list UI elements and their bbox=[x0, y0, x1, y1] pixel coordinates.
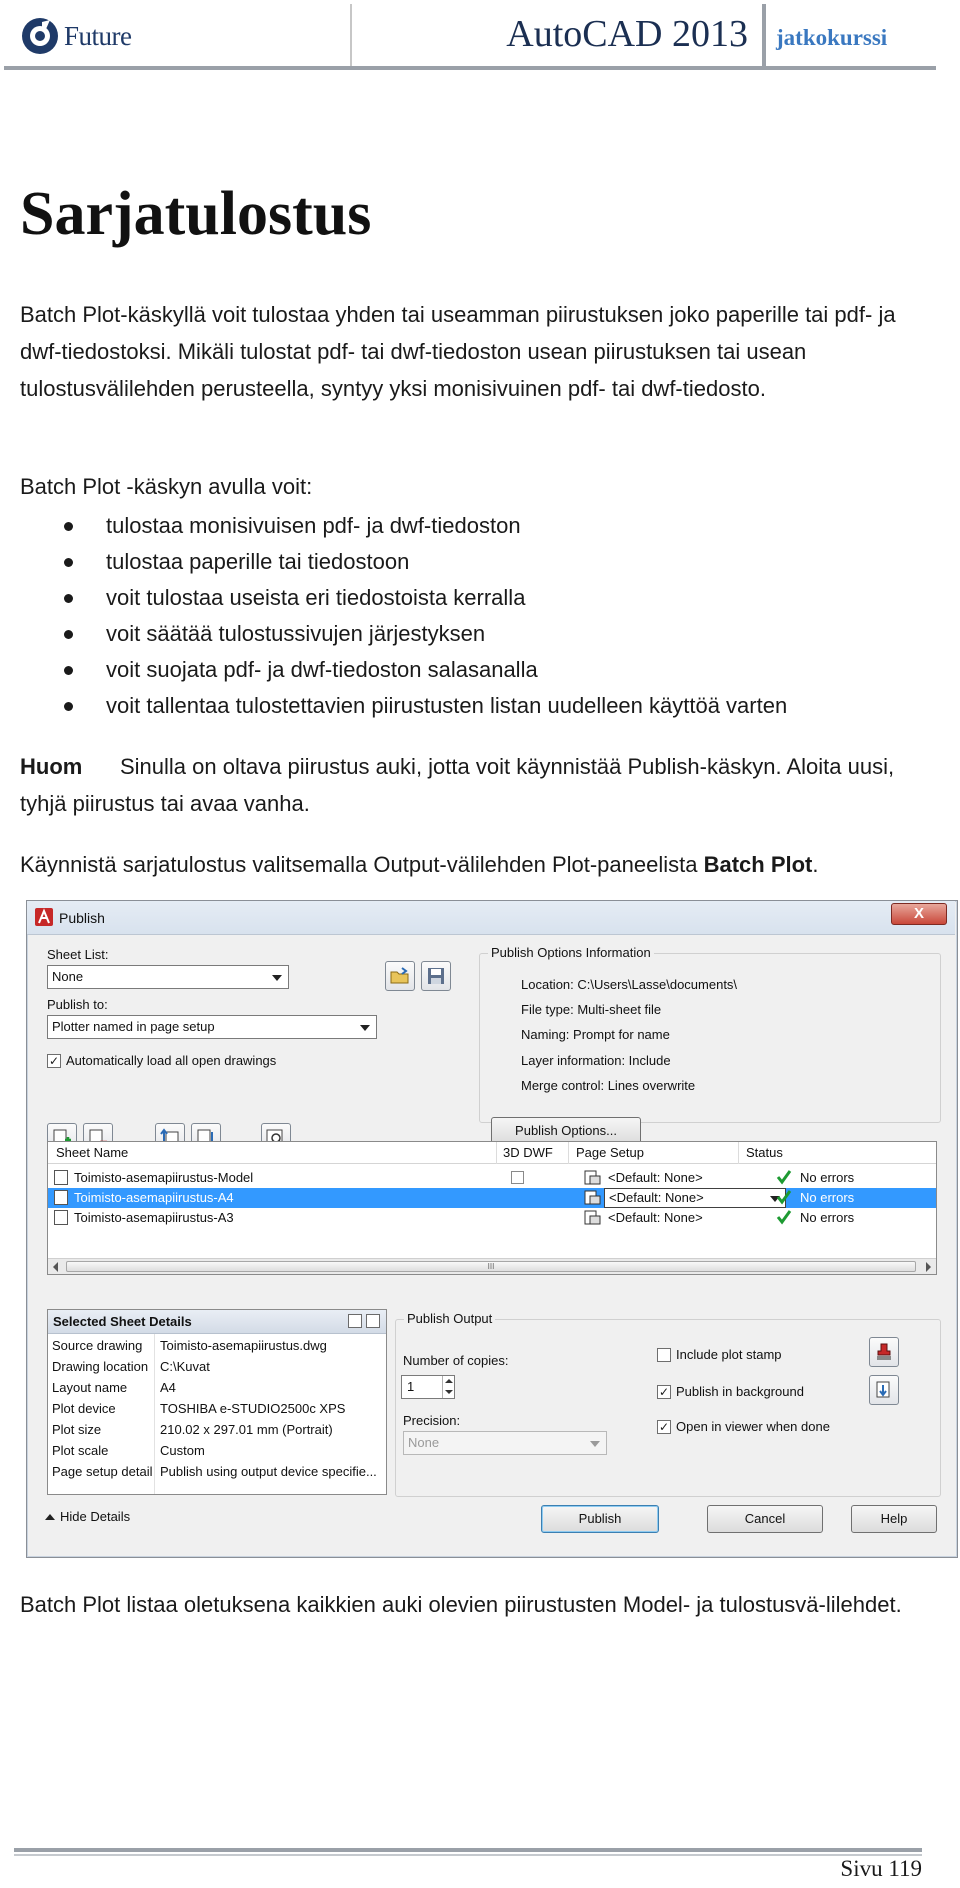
detail-row bbox=[48, 1441, 386, 1462]
sheet-list-value: None bbox=[52, 969, 84, 984]
sheet-name: Toimisto-asemapiirustus-A3 bbox=[74, 1210, 234, 1225]
option-merge-control: Merge control: Lines overwrite bbox=[521, 1078, 696, 1093]
page-setup-select[interactable] bbox=[604, 1188, 786, 1208]
page-setup-value: <Default: None> bbox=[608, 1170, 703, 1185]
table-header bbox=[48, 1142, 936, 1164]
chevron-down-icon bbox=[360, 1025, 370, 1031]
list-intro: Batch Plot -käskyn avulla voit: bbox=[20, 474, 313, 499]
dialog-titlebar[interactable] bbox=[27, 901, 955, 935]
checkmark-icon bbox=[776, 1189, 792, 1205]
sheet-name: Toimisto-asemapiirustus-A4 bbox=[74, 1190, 234, 1205]
status-value: No errors bbox=[800, 1210, 855, 1225]
detail-key: Plot size bbox=[52, 1422, 102, 1437]
save-icon bbox=[426, 966, 446, 986]
checkmark-icon: ✓ bbox=[48, 1053, 60, 1068]
table-row[interactable] bbox=[48, 1188, 936, 1208]
detail-key: Plot scale bbox=[52, 1443, 109, 1458]
chevron-down-icon bbox=[272, 975, 282, 981]
header-subtitle: jatkokurssi bbox=[776, 25, 888, 50]
detail-key: Layout name bbox=[52, 1380, 128, 1395]
instruction-text: Käynnistä sarjatulostus valitsemalla Output-välilehden Plot-paneelista bbox=[20, 852, 704, 877]
column-separator bbox=[496, 1142, 497, 1164]
detail-value: Custom bbox=[160, 1443, 205, 1458]
cancel-button[interactable]: Cancel bbox=[707, 1505, 823, 1533]
publish-background-settings-button[interactable] bbox=[869, 1375, 899, 1405]
precision-label: Precision: bbox=[403, 1413, 461, 1428]
list-item: voit tulostaa useista eri tiedostoista kerralla bbox=[64, 580, 787, 616]
header-divider bbox=[350, 4, 352, 66]
page-setup-icon bbox=[584, 1190, 601, 1205]
instruction-bold: Batch Plot bbox=[703, 852, 813, 877]
publish-output-group bbox=[395, 1311, 941, 1497]
detail-key: Drawing location bbox=[52, 1359, 149, 1374]
column-separator bbox=[568, 1142, 569, 1164]
page-header bbox=[0, 0, 940, 70]
closing-paragraph: Batch Plot listaa oletuksena kaikkien auki olevien piirustusten Model- ja tulostusvä-lilehdet. bbox=[20, 1592, 902, 1617]
hide-details-label: Hide Details bbox=[60, 1509, 131, 1524]
intro-paragraph: Batch Plot-käskyllä voit tulostaa yhden tai useamman piirustuksen joko paperille tai pdf- ja dwf-tiedostoksi. Mikäli tulostat pdf- tai dwf-tiedoston usean piirustuksen tai usean tulostusvälilehden perusteella, syntyy yksi monisivuinen pdf- tai dwf-tiedosto. bbox=[20, 302, 896, 401]
open-folder-icon bbox=[390, 966, 410, 986]
detail-row bbox=[48, 1420, 386, 1441]
footer-rule bbox=[14, 1848, 922, 1852]
publish-output-title: Publish Output bbox=[404, 1311, 495, 1326]
list-item: voit suojata pdf- ja dwf-tiedoston salasanalla bbox=[64, 652, 787, 688]
plot-stamp-checkbox[interactable] bbox=[657, 1347, 782, 1362]
publish-options-title: Publish Options Information bbox=[488, 945, 654, 960]
detail-row bbox=[48, 1378, 386, 1399]
page-setup-icon bbox=[584, 1210, 601, 1225]
load-sheet-list-button[interactable] bbox=[385, 961, 415, 991]
option-file-type: File type: Multi-sheet file bbox=[521, 1002, 662, 1017]
hide-details-toggle[interactable] bbox=[45, 1509, 130, 1524]
background-label: Publish in background bbox=[676, 1384, 804, 1399]
publish-options-button[interactable]: Publish Options... bbox=[491, 1117, 641, 1145]
autocad-icon bbox=[35, 908, 53, 926]
detail-value: C:\Kuvat bbox=[160, 1359, 210, 1374]
details-title: Selected Sheet Details bbox=[53, 1314, 192, 1329]
detail-row bbox=[48, 1336, 386, 1357]
column-separator bbox=[738, 1142, 739, 1164]
status-value: No errors bbox=[800, 1190, 855, 1205]
copy-details-icon[interactable] bbox=[348, 1314, 362, 1328]
feature-list bbox=[64, 508, 787, 724]
column-header[interactable]: Page Setup bbox=[576, 1145, 644, 1160]
viewer-label: Open in viewer when done bbox=[676, 1419, 830, 1434]
instruction-paragraph bbox=[20, 846, 930, 883]
checkmark-icon: ✓ bbox=[658, 1419, 670, 1434]
sheet-list-select[interactable] bbox=[47, 965, 289, 989]
checkmark-icon bbox=[776, 1209, 792, 1225]
publish-to-select[interactable] bbox=[47, 1015, 377, 1039]
list-item: tulostaa monisivuisen pdf- ja dwf-tiedoston bbox=[64, 508, 787, 544]
page-setup-value: <Default: None> bbox=[609, 1190, 704, 1205]
dialog-title: Publish bbox=[59, 910, 105, 926]
download-sheet-icon bbox=[874, 1380, 894, 1400]
sheet-icon bbox=[54, 1210, 68, 1225]
page-number: Sivu 119 bbox=[840, 1856, 922, 1881]
publish-dialog bbox=[26, 900, 958, 1558]
scroll-left-icon[interactable] bbox=[53, 1262, 58, 1272]
table-row[interactable] bbox=[48, 1208, 936, 1228]
sheet-list-label: Sheet List: bbox=[47, 947, 109, 962]
close-button[interactable]: X bbox=[891, 903, 947, 925]
detail-value: TOSHIBA e-STUDIO2500c XPS bbox=[160, 1401, 346, 1416]
detail-row bbox=[48, 1399, 386, 1420]
precision-select[interactable] bbox=[403, 1431, 607, 1455]
checkmark-icon: ✓ bbox=[658, 1384, 670, 1399]
publish-to-value: Plotter named in page setup bbox=[52, 1019, 215, 1034]
stepper-up-icon[interactable] bbox=[442, 1376, 454, 1387]
horizontal-scrollbar[interactable] bbox=[48, 1258, 936, 1274]
column-header[interactable]: Sheet Name bbox=[56, 1145, 129, 1160]
status-value: No errors bbox=[800, 1170, 855, 1185]
option-layer-info: Layer information: Include bbox=[521, 1053, 671, 1068]
checkmark-icon bbox=[776, 1169, 792, 1185]
copies-stepper[interactable] bbox=[401, 1375, 455, 1399]
publish-to-label: Publish to: bbox=[47, 997, 108, 1012]
footer-rule bbox=[14, 1854, 922, 1856]
logo-text: Future bbox=[64, 20, 132, 51]
note-label: Huom bbox=[20, 754, 83, 779]
list-item: tulostaa paperille tai tiedostoon bbox=[64, 544, 787, 580]
copies-value: 1 bbox=[407, 1379, 415, 1394]
auto-load-checkbox[interactable] bbox=[47, 1053, 276, 1068]
page-setup-icon bbox=[584, 1170, 601, 1185]
sheet-icon bbox=[54, 1170, 68, 1185]
future-logo bbox=[20, 16, 132, 56]
scrollbar-thumb[interactable]: III bbox=[66, 1261, 916, 1272]
header-title: AutoCAD 2013 bbox=[506, 13, 748, 55]
plot-stamp-label: Include plot stamp bbox=[676, 1347, 782, 1362]
scroll-right-icon[interactable] bbox=[926, 1262, 931, 1272]
detail-value: A4 bbox=[160, 1380, 176, 1395]
details-header bbox=[48, 1310, 386, 1334]
option-naming: Naming: Prompt for name bbox=[521, 1027, 670, 1042]
instruction-end: . bbox=[812, 852, 819, 877]
publish-button[interactable]: Publish bbox=[541, 1505, 659, 1533]
help-button[interactable]: Help bbox=[851, 1505, 937, 1533]
table-row[interactable] bbox=[48, 1168, 936, 1188]
detail-key: Plot device bbox=[52, 1401, 116, 1416]
checkbox-box bbox=[657, 1348, 671, 1362]
future-logo-icon bbox=[20, 16, 60, 56]
column-header[interactable]: Status bbox=[746, 1145, 783, 1160]
note-paragraph bbox=[20, 748, 930, 822]
auto-load-label: Automatically load all open drawings bbox=[66, 1053, 277, 1068]
3d-dwf-checkbox[interactable] bbox=[511, 1171, 524, 1184]
detail-row bbox=[48, 1462, 386, 1483]
copies-label: Number of copies: bbox=[403, 1353, 509, 1368]
column-header[interactable]: 3D DWF bbox=[503, 1145, 553, 1160]
page-title: Sarjatulostus bbox=[20, 180, 372, 248]
stepper-down-icon[interactable] bbox=[442, 1387, 454, 1398]
sheet-icon bbox=[54, 1190, 68, 1205]
list-item: voit säätää tulostussivujen järjestyksen bbox=[64, 616, 787, 652]
background-checkbox[interactable] bbox=[657, 1384, 804, 1399]
option-location: Location: C:\Users\Lasse\documents\ bbox=[521, 977, 738, 992]
list-item: voit tallentaa tulostettavien piirustusten listan uudelleen käyttöä varten bbox=[64, 688, 787, 724]
stamp-icon bbox=[874, 1342, 894, 1362]
header-divider bbox=[762, 4, 766, 66]
page-setup-value: <Default: None> bbox=[608, 1210, 703, 1225]
detail-value: Publish using output device specifie... bbox=[160, 1464, 377, 1479]
plot-stamp-settings-button[interactable] bbox=[869, 1337, 899, 1367]
note-text: Sinulla on oltava piirustus auki, jotta voit käynnistää Publish-käskyn. Aloita uusi, tyhjä piirustus tai avaa vanha. bbox=[20, 754, 895, 816]
detail-value: 210.02 x 297.01 mm (Portrait) bbox=[160, 1422, 333, 1437]
header-rule bbox=[4, 66, 936, 70]
chevron-up-icon bbox=[45, 1514, 55, 1520]
detail-value: Toimisto-asemapiirustus.dwg bbox=[160, 1338, 327, 1353]
viewer-checkbox[interactable] bbox=[657, 1419, 830, 1434]
details-help-icon[interactable] bbox=[366, 1314, 380, 1328]
chevron-down-icon bbox=[590, 1441, 600, 1447]
precision-value: None bbox=[408, 1435, 440, 1450]
sheet-details-panel bbox=[47, 1309, 387, 1495]
detail-key: Source drawing bbox=[52, 1338, 143, 1353]
save-sheet-list-button[interactable] bbox=[421, 961, 451, 991]
detail-row bbox=[48, 1357, 386, 1378]
sheet-table bbox=[47, 1141, 937, 1275]
detail-key: Page setup detail bbox=[52, 1464, 153, 1479]
sheet-name: Toimisto-asemapiirustus-Model bbox=[74, 1170, 254, 1185]
